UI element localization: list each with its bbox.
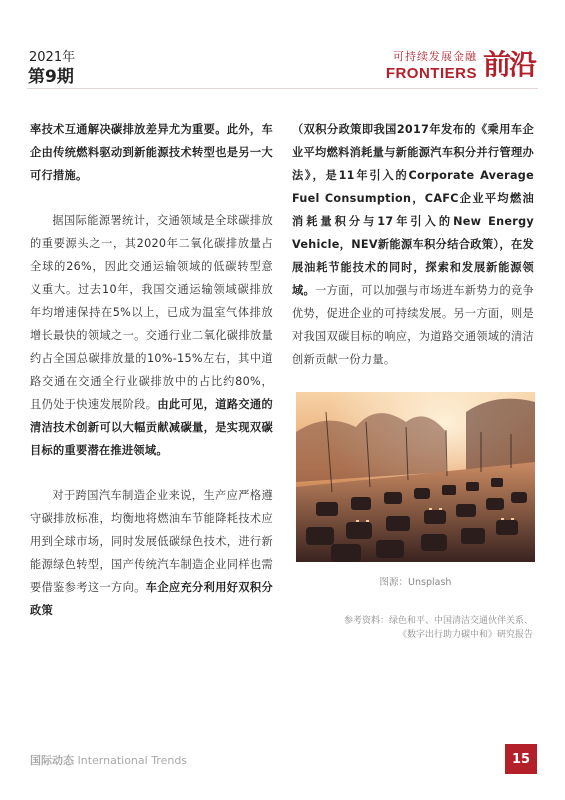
issue-year: 2021年 — [29, 50, 76, 65]
left-paragraph-2-text: 据国际能源署统计，交通领域是全球碳排放的重要源头之一，其2020年二氧化碳排放量占全球的26%，因此交通运输领域的低碳转型意义重大。过去10年，我国交通运输领域碳排放年均增速保持在5%以上，已成为温室气体排放增长最快的领域之一。交通行业二氧化碳排放量约占全国总碳排放量的10%-15%左右，其中道路交通在交通全行业碳排放中的占比约80%，且仍处于快速发展阶段。 — [30, 214, 273, 411]
brand-english-name: FRONTIERS — [385, 65, 477, 82]
references-line-1: 参考资料：绿色和平、中国清洁交通伙伴关系、 — [343, 616, 533, 626]
image-credit: 图源：Unsplash — [379, 577, 452, 588]
right-paragraph-1 — [292, 118, 534, 371]
references — [273, 614, 533, 642]
left-paragraph-3-text: 对于跨国汽车制造企业来说，生产应严格遵守碳排放标准，均衡地将燃油车节能降耗技术应用到全球市场，同时发展低碳绿色技术，进行新能源绿色转型，国产传统汽车制造企业同样也需要借鉴参考这一方向。 — [30, 489, 273, 594]
traffic-photo — [296, 392, 535, 562]
left-paragraph-2 — [30, 209, 273, 462]
right-paragraph-1-text: 一方面，可以加强与市场进车新势力的竞争优势，促进企业的可持续发展。另一方面，则是对我国双碳目标的响应，为道路交通领域的清洁创新贡献一份力量。 — [292, 284, 535, 366]
left-paragraph-3-bold: 车企应充分利用好双积分政策 — [30, 581, 273, 617]
issue-number: 第9期 — [28, 67, 74, 87]
footer-section-english: International Trends — [77, 754, 188, 767]
header-divider — [27, 88, 538, 89]
brand-chinese-tagline: 可持续发展金融 — [392, 50, 477, 63]
page-number: 15 — [505, 744, 537, 774]
footer-section-label — [30, 752, 187, 768]
references-line-2: 《数字出行助力碳中和》研究报告 — [397, 630, 533, 640]
left-paragraph-2-bold: 由此可见，道路交通的清洁技术创新可以大幅贡献减碳量，是实现双碳目标的重要潜在推进领域。 — [30, 398, 273, 457]
footer-section-chinese: 国际动态 — [30, 754, 74, 767]
right-column — [292, 118, 534, 393]
masthead-logo — [386, 48, 535, 82]
left-column — [30, 118, 273, 644]
brand-logo-characters: 前沿 — [482, 48, 535, 81]
right-paragraph-1-bold: （双积分政策即我国2017年发布的《乘用车企业平均燃料消耗量与新能源汽车积分并行管理办法》，是11年引入的Corporate Average Fuel Consumption，CAFC企业平均燃油消耗量积分与17年引入的New Energy Vehicle，NEV新能源车积分结合政策），在发展油耗节能技术的同时，探索和发展新能源领域。 — [292, 123, 534, 297]
left-paragraph-3 — [30, 484, 273, 622]
left-paragraph-1: 率技术互通解决碳排放差异尤为重要。此外，车企由传统燃料驱动到新能源技术转型也是另一大可行措施。 — [30, 123, 273, 182]
